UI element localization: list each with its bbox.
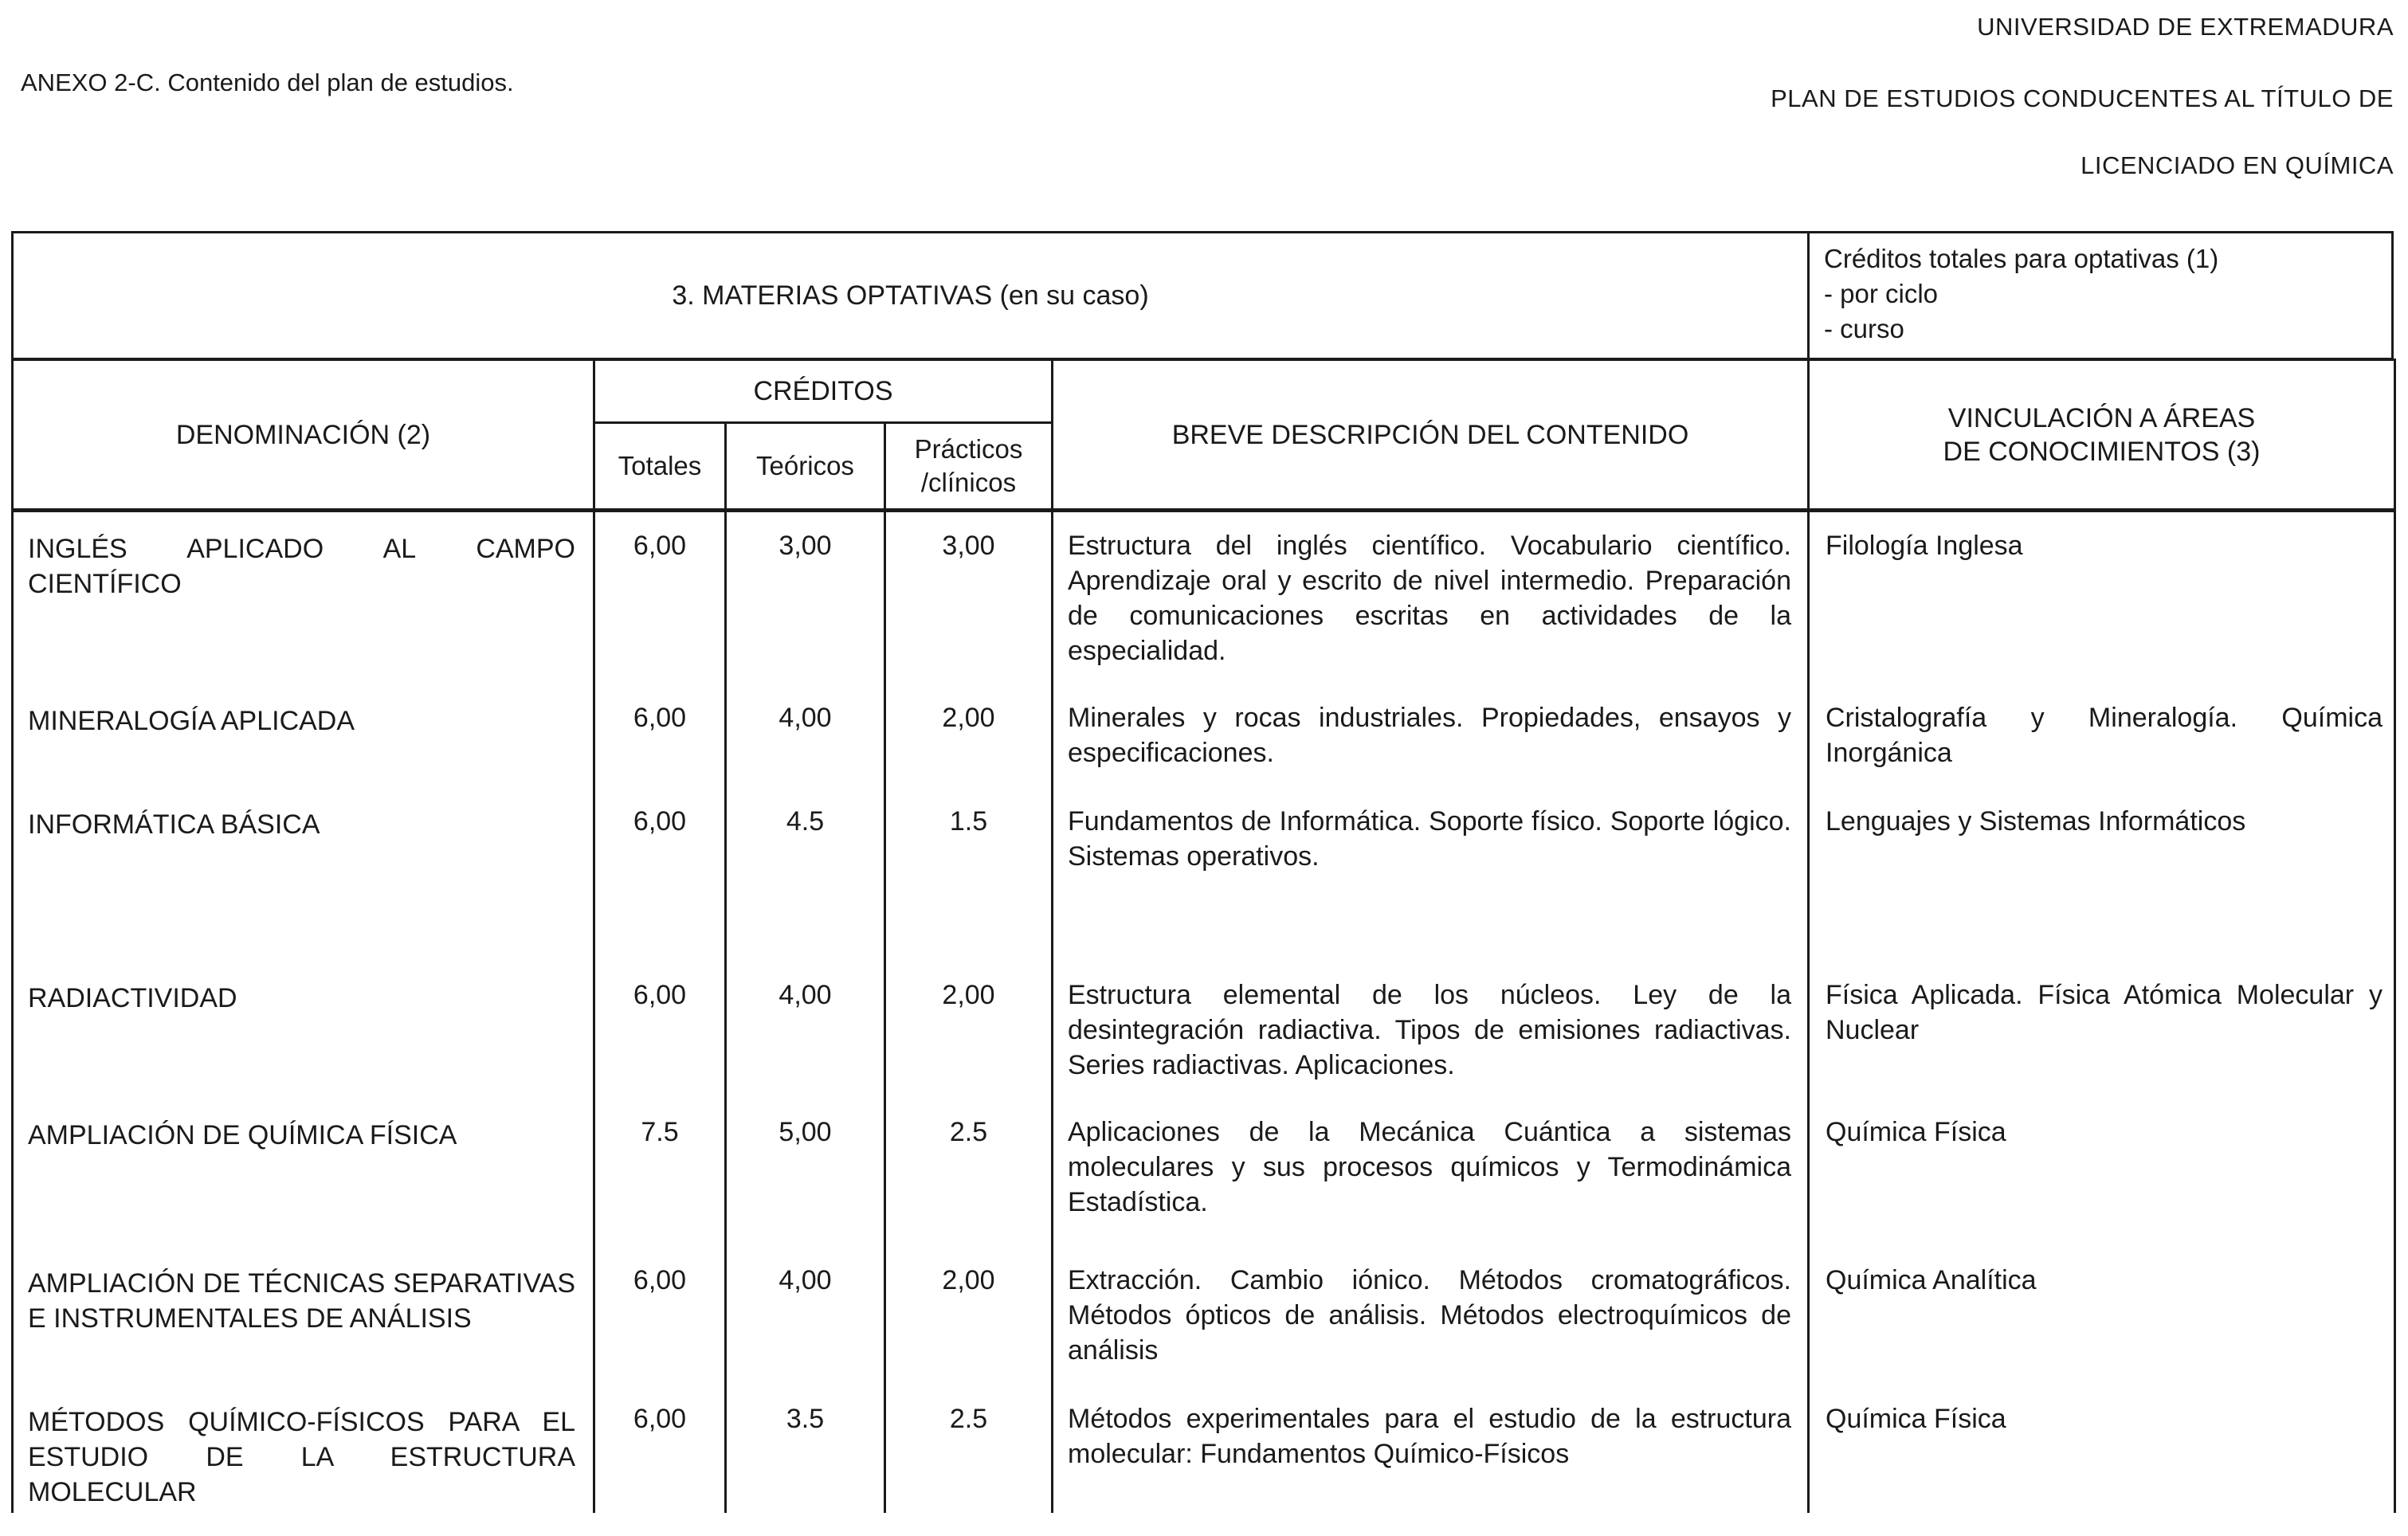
credits-practicos: 2,00: [885, 684, 1053, 788]
subject-description: Estructura elemental de los núcleos. Ley de la desintegración radiactiva. Tipos de emisiones radiactivas. Series radiactivas. Aplicaciones.: [1053, 962, 1809, 1099]
plan-title-line2: LICENCIADO EN QUÍMICA: [2081, 151, 2394, 179]
total-credits-course: - curso: [1824, 314, 1904, 343]
col-header-denominacion: DENOMINACIÓN (2): [13, 360, 594, 511]
subject-name: MÉTODOS QUÍMICO-FÍSICOS PARA EL ESTUDIO DE LA ESTRUCTURA MOLECULAR: [13, 1385, 594, 1513]
plan-title-line1: PLAN DE ESTUDIOS CONDUCENTES AL TÍTULO DE: [1771, 84, 2394, 112]
credits-teoricos: 4,00: [726, 684, 885, 788]
credits-totales: 6,00: [594, 962, 726, 1099]
col-header-totales: Totales: [594, 423, 726, 511]
credits-practicos: 2.5: [885, 1385, 1053, 1513]
table-row: [13, 1385, 2395, 1513]
col-header-vinculacion: VINCULACIÓN A ÁREAS DE CONOCIMIENTOS (3): [1809, 360, 2395, 511]
section-title: 3. MATERIAS OPTATIVAS (en su caso): [14, 233, 1810, 358]
knowledge-area: Química Física: [1809, 1099, 2395, 1247]
subject-description: Métodos experimentales para el estudio de la estructura molecular: Fundamentos Químico-Físicos: [1053, 1385, 1809, 1513]
credits-totales: 7.5: [594, 1099, 726, 1247]
col-header-teoricos: Teóricos: [726, 423, 885, 511]
credits-teoricos: 4.5: [726, 788, 885, 962]
col-header-creditos: CRÉDITOS: [594, 360, 1053, 423]
university-name: UNIVERSIDAD DE EXTREMADURA: [1977, 13, 2394, 41]
subject-description: Fundamentos de Informática. Soporte físico. Soporte lógico. Sistemas operativos.: [1053, 788, 1809, 962]
table-row: [13, 962, 2395, 1099]
credits-practicos: 2,00: [885, 962, 1053, 1099]
subject-name: INGLÉS APLICADO AL CAMPO CIENTÍFICO: [13, 511, 594, 684]
credits-totales: 6,00: [594, 788, 726, 962]
subject-description: Minerales y rocas industriales. Propiedades, ensayos y especificaciones.: [1053, 684, 1809, 788]
col-header-practicos: Prácticos /clínicos: [885, 423, 1053, 511]
subject-name: AMPLIACIÓN DE TÉCNICAS SEPARATIVAS E INSTRUMENTALES DE ANÁLISIS: [13, 1247, 594, 1385]
credits-totales: 6,00: [594, 1247, 726, 1385]
subject-description: Aplicaciones de la Mecánica Cuántica a sistemas moleculares y sus procesos químicos y Termodinámica Estadística.: [1053, 1099, 1809, 1247]
knowledge-area: Cristalografía y Mineralogía. Química Inorgánica: [1809, 684, 2395, 788]
knowledge-area: Química Física: [1809, 1385, 2395, 1513]
knowledge-area: Filología Inglesa: [1809, 511, 2395, 684]
table-row: [13, 1099, 2395, 1247]
credits-practicos: 2,00: [885, 1247, 1053, 1385]
knowledge-area: Química Analítica: [1809, 1247, 2395, 1385]
credits-practicos: 2.5: [885, 1099, 1053, 1247]
subject-description: Estructura del inglés científico. Vocabulario científico. Aprendizaje oral y escrito de nivel intermedio. Preparación de comunicaciones escritas en actividades de la especialidad.: [1053, 511, 1809, 684]
knowledge-area: Lenguajes y Sistemas Informáticos: [1809, 788, 2395, 962]
knowledge-area: Física Aplicada. Física Atómica Molecular y Nuclear: [1809, 962, 2395, 1099]
subject-name: RADIACTIVIDAD: [13, 962, 594, 1099]
table-row: [13, 788, 2395, 962]
credits-totales: 6,00: [594, 511, 726, 684]
table-row: [13, 684, 2395, 788]
credits-teoricos: 4,00: [726, 962, 885, 1099]
subject-name: INFORMÁTICA BÁSICA: [13, 788, 594, 962]
credits-teoricos: 4,00: [726, 1247, 885, 1385]
credits-practicos: 3,00: [885, 511, 1053, 684]
total-credits-cycle: - por ciclo: [1824, 279, 1939, 308]
credits-totales: 6,00: [594, 1385, 726, 1513]
subject-description: Extracción. Cambio iónico. Métodos cromatográficos. Métodos ópticos de análisis. Métodos electroquímicos de análisis: [1053, 1247, 1809, 1385]
subject-name: AMPLIACIÓN DE QUÍMICA FÍSICA: [13, 1099, 594, 1247]
credits-teoricos: 5,00: [726, 1099, 885, 1247]
credits-teoricos: 3,00: [726, 511, 885, 684]
col-header-descripcion: BREVE DESCRIPCIÓN DEL CONTENIDO: [1053, 360, 1809, 511]
credits-totales: 6,00: [594, 684, 726, 788]
table-row: [13, 1247, 2395, 1385]
total-credits-title: Créditos totales para optativas (1): [1824, 244, 2219, 273]
optional-subjects-table: [11, 359, 2396, 1513]
credits-teoricos: 3.5: [726, 1385, 885, 1513]
table-row: [13, 511, 2395, 684]
optional-subjects-header-box: [11, 231, 2394, 360]
total-credits-note: [1824, 241, 2218, 347]
credits-practicos: 1.5: [885, 788, 1053, 962]
annex-title: ANEXO 2-C. Contenido del plan de estudios.: [21, 69, 514, 96]
subject-name: MINERALOGÍA APLICADA: [13, 684, 594, 788]
